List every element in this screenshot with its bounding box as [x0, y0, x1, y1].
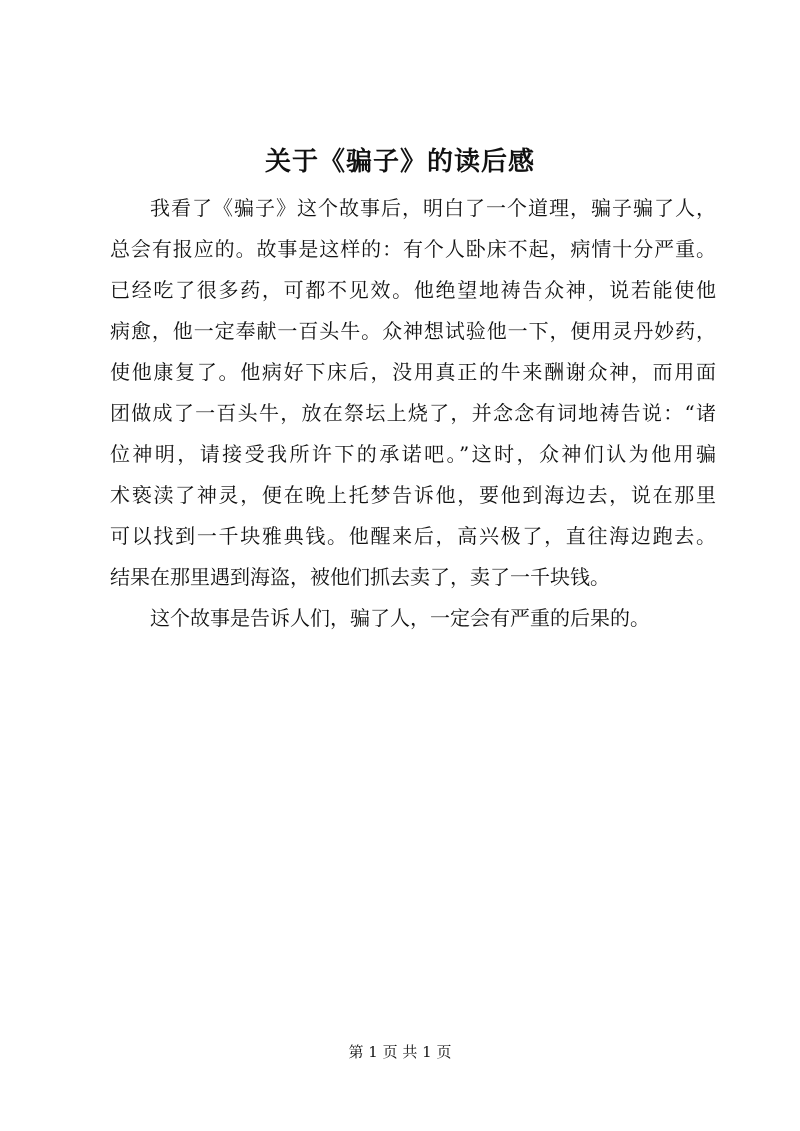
paragraph-1-line-10: 结果在那里遇到海盗，被他们抓去卖了，卖了一千块钱。	[110, 565, 610, 589]
paragraph-1-line-3: 已经吃了很多药，可都不见效。他绝望地祷告众神，说若能使他	[110, 278, 716, 302]
paragraph-1-line-9: 可以找到一千块雅典钱。他醒来后，高兴极了，直往海边跑去。	[110, 524, 716, 548]
paragraph-1-line-1: 我看了《骗子》这个故事后，明白了一个道理，骗子骗了人，	[150, 196, 716, 220]
paragraph-1-line-5: 使他康复了。他病好下床后，没用真正的牛来酬谢众神，而用面	[110, 360, 716, 384]
paragraph-1-line-7: 位神明，请接受我所许下的承诺吧。”这时，众神们认为他用骗	[110, 442, 716, 466]
paragraph-2-line-1: 这个故事是告诉人们，骗了人，一定会有严重的后果的。	[150, 606, 650, 630]
paragraph-1-line-8: 术亵渎了神灵，便在晚上托梦告诉他，要他到海边去，说在那里	[110, 483, 716, 507]
document-title: 关于《骗子》的读后感	[264, 147, 535, 177]
paragraph-1-line-6: 团做成了一百头牛，放在祭坛上烧了，并念念有词地祷告说：“诸	[110, 401, 716, 425]
paragraph-1-line-2: 总会有报应的。故事是这样的：有个人卧床不起，病情十分严重。	[110, 237, 716, 261]
page-footer: 第 1 页 共 1 页	[348, 1043, 452, 1061]
paragraph-1-line-4: 病愈，他一定奉献一百头牛。众神想试验他一下，便用灵丹妙药，	[110, 319, 716, 343]
document-body	[110, 188, 716, 639]
